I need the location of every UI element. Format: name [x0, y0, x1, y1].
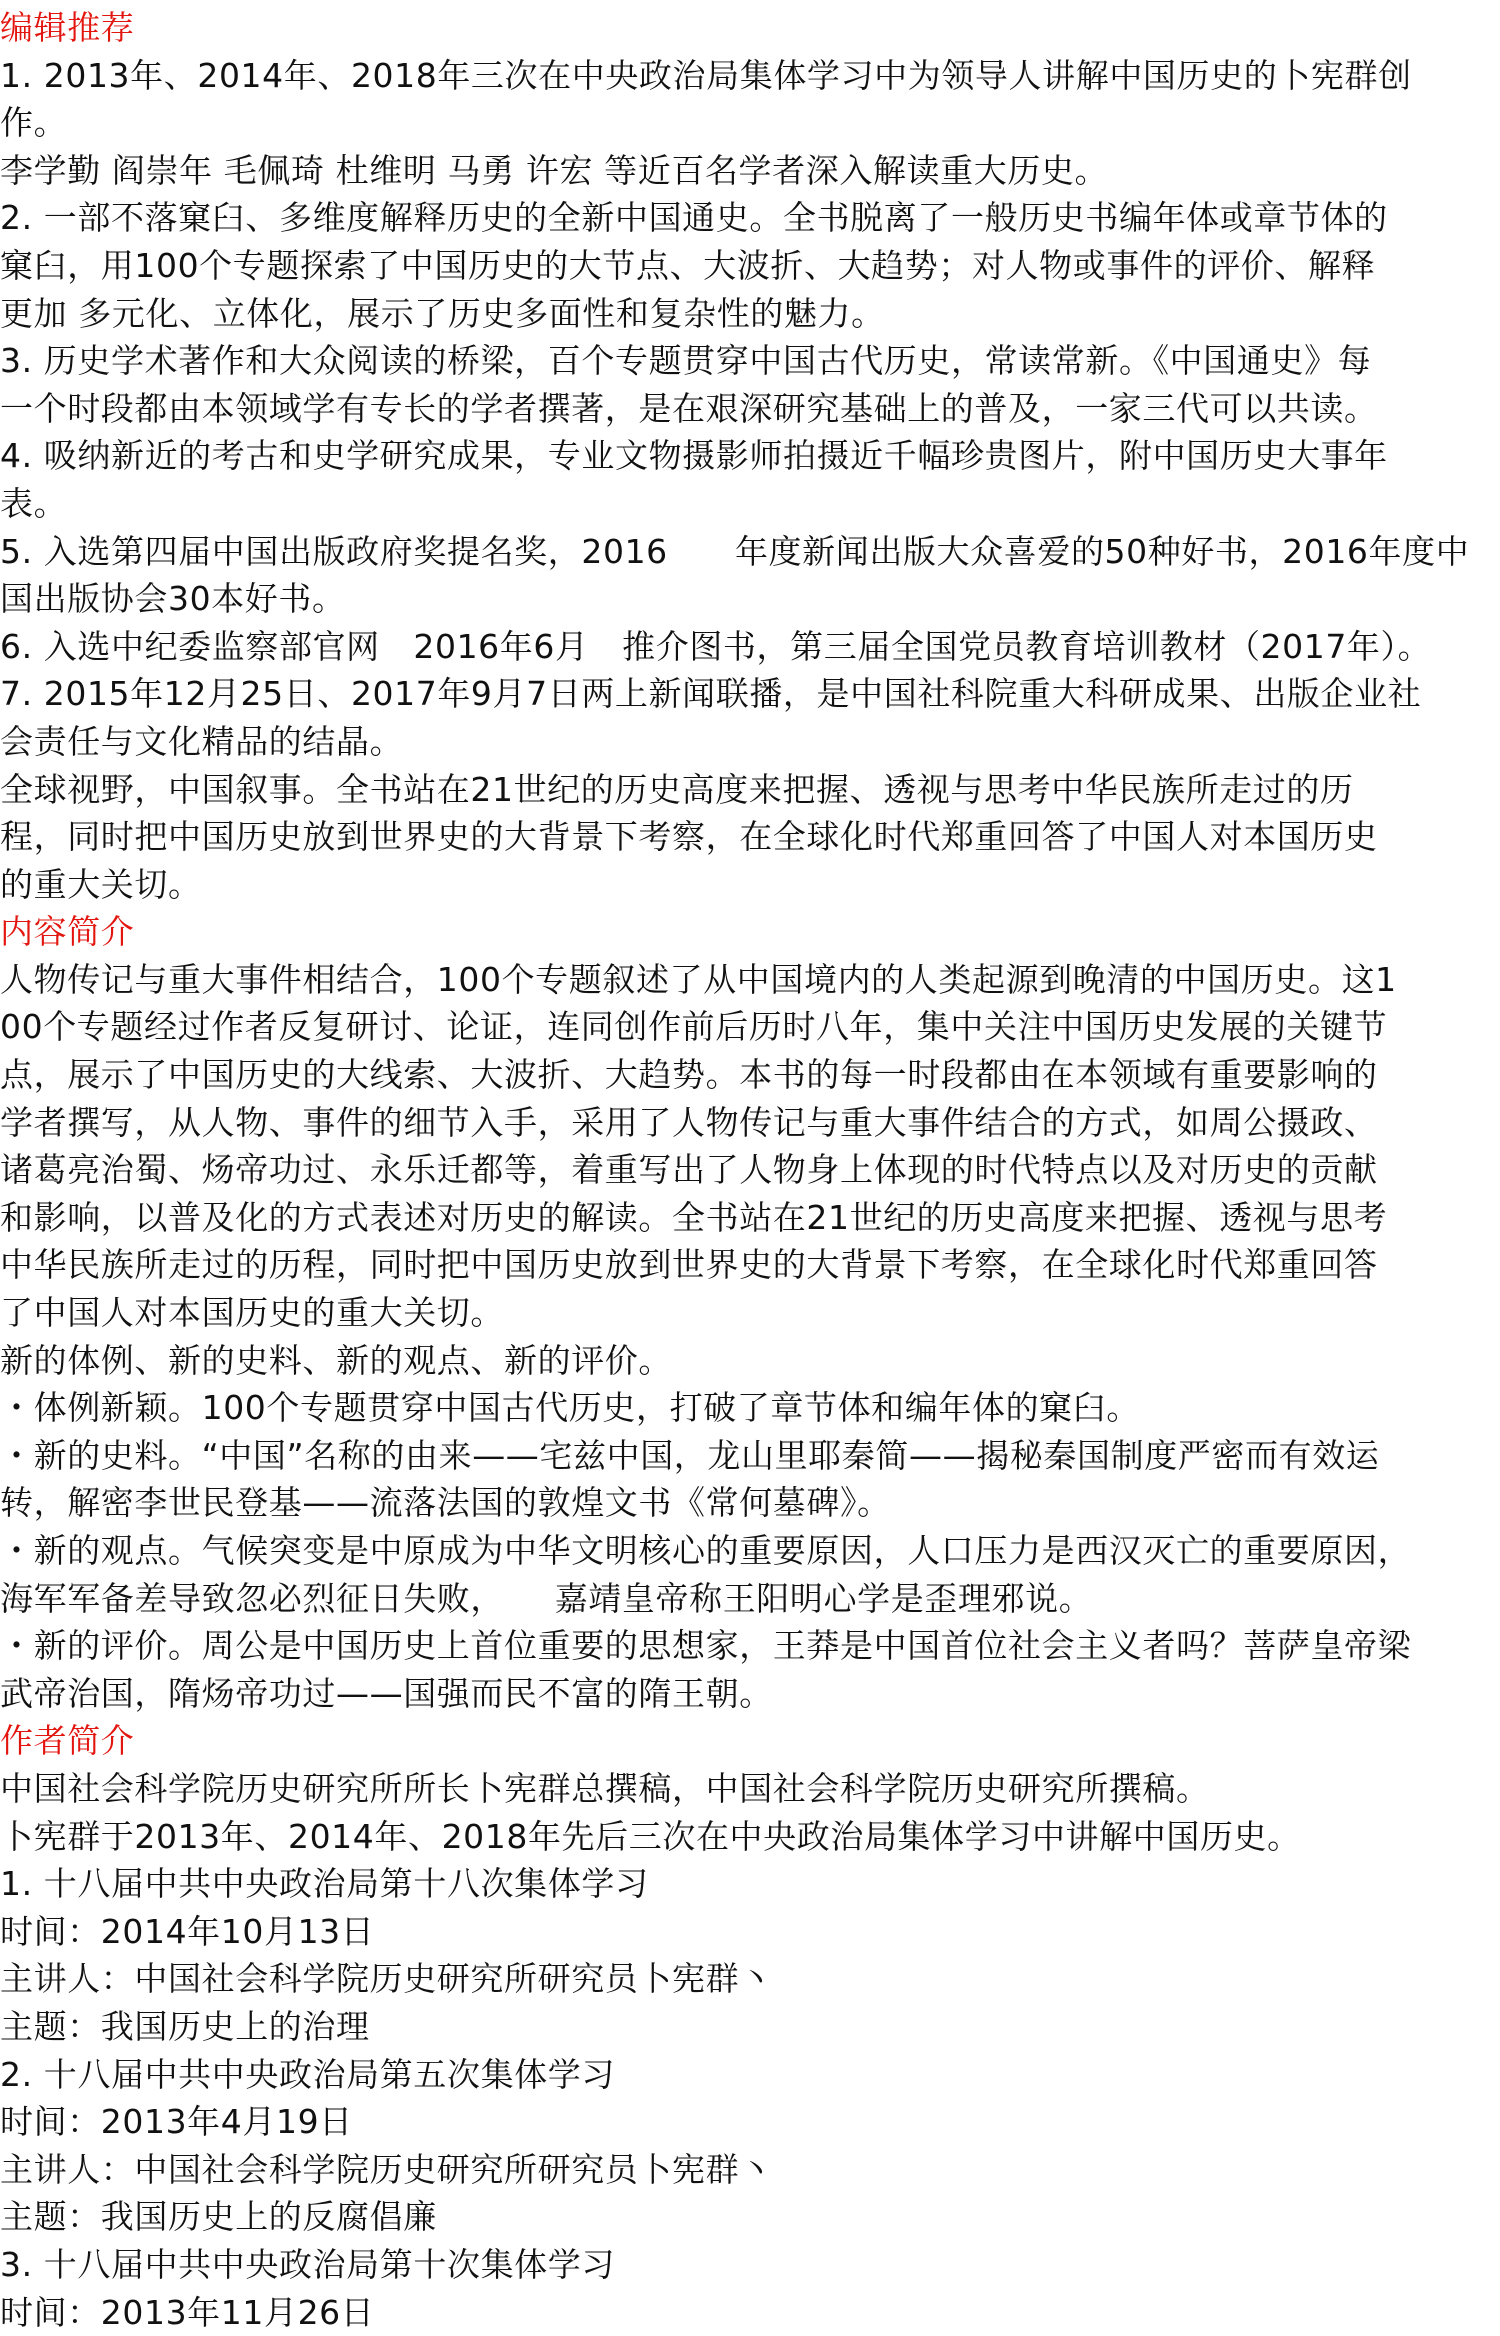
text-line: 全球视野，中国叙事。全书站在21世纪的历史高度来把握、透视与思考中华民族所走过的历: [0, 766, 1425, 814]
text-line: 6. 入选中纪委监察部官网 2016年6月 推介图书，第三届全国党员教育培训教材（2017年）。: [0, 623, 1425, 671]
text-line: 主讲人：中国社会科学院历史研究所研究员卜宪群丶: [0, 2146, 1425, 2194]
section-heading: 内容简介: [0, 908, 1425, 956]
section-editor-recommendation: [0, 4, 1425, 908]
text-line: 了中国人对本国历史的重大关切。: [0, 1289, 1425, 1337]
text-line: 中国社会科学院历史研究所所长卜宪群总撰稿，中国社会科学院历史研究所撰稿。: [0, 1765, 1425, 1813]
text-line: 3. 历史学术著作和大众阅读的桥梁，百个专题贯穿中国古代历史，常读常新。《中国通史》每: [0, 337, 1425, 385]
text-line: 会责任与文化精品的结晶。: [0, 718, 1425, 766]
section-heading: 编辑推荐: [0, 4, 1425, 52]
text-line: 点，展示了中国历史的大线索、大波折、大趋势。本书的每一时段都由在本领域有重要影响的: [0, 1051, 1425, 1099]
text-line: 程，同时把中国历史放到世界史的大背景下考察，在全球化时代郑重回答了中国人对本国历史: [0, 813, 1425, 861]
text-line: ・新的观点。气候突变是中原成为中华文明核心的重要原因，人口压力是西汉灭亡的重要原因，: [0, 1527, 1425, 1575]
text-line: 时间：2013年11月26日: [0, 2289, 1425, 2336]
text-line: 5. 入选第四届中国出版政府奖提名奖，2016 年度新闻出版大众喜爱的50种好书，2016年度中: [0, 528, 1425, 576]
text-line: 转，解密李世民登基——流落法国的敦煌文书《常何墓碑》。: [0, 1479, 1425, 1527]
text-line: 表。: [0, 480, 1425, 528]
text-line: 窠臼，用100个专题探索了中国历史的大节点、大波折、大趋势；对人物或事件的评价、解释: [0, 242, 1425, 290]
text-line: ・新的史料。“中国”名称的由来——宅兹中国，龙山里耶秦简——揭秘秦国制度严密而有效运: [0, 1432, 1425, 1480]
text-line: 更加 多元化、立体化，展示了历史多面性和复杂性的魅力。: [0, 290, 1425, 338]
text-line: 7. 2015年12月25日、2017年9月7日两上新闻联播，是中国社科院重大科研成果、出版企业社: [0, 670, 1425, 718]
text-line: 一个时段都由本领域学有专长的学者撰著，是在艰深研究基础上的普及，一家三代可以共读。: [0, 385, 1425, 433]
text-line: 主题：我国历史上的反腐倡廉: [0, 2193, 1425, 2241]
text-line: 时间：2013年4月19日: [0, 2098, 1425, 2146]
text-line: 学者撰写，从人物、事件的细节入手，采用了人物传记与重大事件结合的方式，如周公摄政、: [0, 1099, 1425, 1147]
text-line: 和影响，以普及化的方式表述对历史的解读。全书站在21世纪的历史高度来把握、透视与思考: [0, 1194, 1425, 1242]
text-line: 00个专题经过作者反复研讨、论证，连同创作前后历时八年，集中关注中国历史发展的关键节: [0, 1003, 1425, 1051]
section-author-intro: [0, 1717, 1425, 2336]
text-line: 人物传记与重大事件相结合，100个专题叙述了从中国境内的人类起源到晚清的中国历史。这1: [0, 956, 1425, 1004]
text-line: 4. 吸纳新近的考古和史学研究成果，专业文物摄影师拍摄近千幅珍贵图片，附中国历史大事年: [0, 432, 1425, 480]
text-line: 主讲人：中国社会科学院历史研究所研究员卜宪群丶: [0, 1955, 1425, 2003]
text-line: 1. 十八届中共中央政治局第十八次集体学习: [0, 1860, 1425, 1908]
text-line: 武帝治国，隋炀帝功过——国强而民不富的隋王朝。: [0, 1670, 1425, 1718]
text-line: ・体例新颖。100个专题贯穿中国古代历史，打破了章节体和编年体的窠臼。: [0, 1384, 1425, 1432]
text-line: 国出版协会30本好书。: [0, 575, 1425, 623]
text-line: 的重大关切。: [0, 861, 1425, 909]
text-line: 主题：我国历史上的治理: [0, 2003, 1425, 2051]
text-line: ・新的评价。周公是中国历史上首位重要的思想家，王莽是中国首位社会主义者吗？菩萨皇帝梁: [0, 1622, 1425, 1670]
text-line: 1. 2013年、2014年、2018年三次在中央政治局集体学习中为领导人讲解中国历史的卜宪群创: [0, 52, 1425, 100]
text-line: 中华民族所走过的历程，同时把中国历史放到世界史的大背景下考察，在全球化时代郑重回答: [0, 1241, 1425, 1289]
text-line: 时间：2014年10月13日: [0, 1908, 1425, 1956]
text-line: 作。: [0, 99, 1425, 147]
text-line: 2. 一部不落窠臼、多维度解释历史的全新中国通史。全书脱离了一般历史书编年体或章节体的: [0, 194, 1425, 242]
text-line: 海军军备差导致忽必烈征日失败， 嘉靖皇帝称王阳明心学是歪理邪说。: [0, 1575, 1425, 1623]
text-line: 2. 十八届中共中央政治局第五次集体学习: [0, 2051, 1425, 2099]
text-line: 新的体例、新的史料、新的观点、新的评价。: [0, 1337, 1425, 1385]
section-heading: 作者简介: [0, 1717, 1425, 1765]
text-line: 李学勤 阎崇年 毛佩琦 杜维明 马勇 许宏 等近百名学者深入解读重大历史。: [0, 147, 1425, 195]
text-line: 3. 十八届中共中央政治局第十次集体学习: [0, 2241, 1425, 2289]
section-content-summary: [0, 908, 1425, 1717]
text-line: 诸葛亮治蜀、炀帝功过、永乐迁都等，着重写出了人物身上体现的时代特点以及对历史的贡献: [0, 1146, 1425, 1194]
text-line: 卜宪群于2013年、2014年、2018年先后三次在中央政治局集体学习中讲解中国历史。: [0, 1813, 1425, 1861]
document-body: [0, 4, 1425, 2336]
